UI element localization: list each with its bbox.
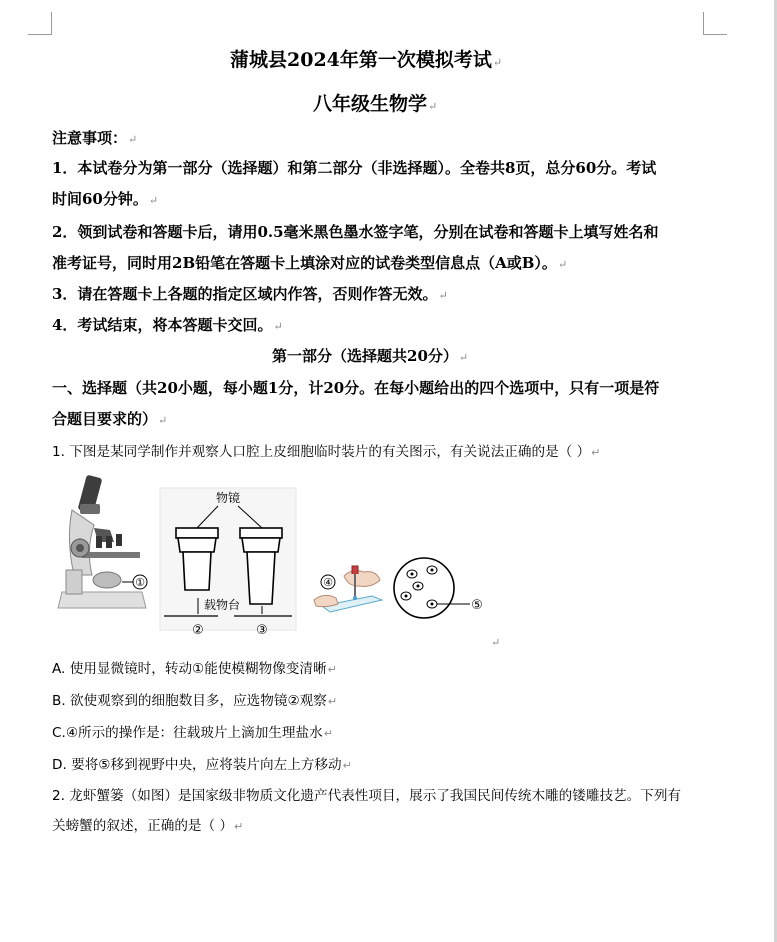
paragraph-mark: ↵ — [273, 320, 283, 333]
question-2-stem-line-1: 2. 龙虾蟹篓（如图）是国家级非物质文化遗产代表性项目，展示了我国民间传统木雕的镂雕技艺。下列有 — [52, 788, 682, 804]
exam-title: 蒲城县2024年第一次模拟考试↵ — [230, 49, 503, 71]
paragraph-mark: ↵ — [234, 820, 244, 833]
question-1-option-b: B. 欲使观察到的细胞数目多，应选物镜②观察↵ — [52, 693, 338, 709]
exam-subtitle: 八年级生物学↵ — [313, 93, 438, 115]
paragraph-mark: ↵ — [458, 351, 469, 364]
notice-item-1-line-1: 1．本试卷分为第一部分（选择题）和第二部分（非选择题）。全卷共8页，总分60分。考试 — [52, 159, 657, 177]
question-1-option-d: D. 要将⑤移到视野中央，应将装片向左上方移动↵ — [52, 757, 352, 773]
paragraph-mark: ↵ — [557, 258, 568, 271]
marker-3: ③ — [256, 623, 268, 638]
marker-5: ⑤ — [471, 598, 483, 613]
notice-item-2-line-1: 2．领到试卷和答题卡后，请用0.5毫米黑色墨水签字笔，分别在试卷和答题卡上填写姓名和 — [52, 223, 659, 241]
paragraph-mark: ↵ — [148, 194, 159, 207]
marker-1: ① — [135, 576, 145, 589]
section-heading-line-1: 一、选择题（共20小题，每小题1分，计20分。在每小题给出的四个选项中，只有一项是符 — [52, 379, 660, 397]
notice-item-2-line-2: 准考证号，同时用2B铅笔在答题卡上填涂对应的试卷类型信息点（A或B）。↵ — [52, 254, 568, 272]
notice-item-3: 3．请在答题卡上各题的指定区域内作答，否则作答无效。↵ — [52, 285, 448, 303]
crop-mark-top-left — [28, 12, 52, 35]
dropper-slide-image — [314, 566, 382, 612]
paragraph-mark: ↵ — [342, 759, 352, 772]
stage-label: 载物台 — [203, 598, 241, 612]
notice-item-4: 4．考试结束，将本答题卡交回。↵ — [52, 316, 283, 334]
paragraph-mark: ↵ — [492, 56, 503, 69]
paragraph-mark: ↵ — [128, 133, 138, 146]
notice-item-1-line-2: 时间60分钟。↵ — [52, 190, 159, 208]
figure-paragraph-mark: ↵ — [491, 636, 501, 649]
marker-4: ④ — [323, 576, 333, 589]
question-1-option-a: A. 使用显微镜时，转动①能使模糊物像变清晰↵ — [52, 661, 337, 677]
objective-label: 物镜 — [215, 491, 241, 505]
field-of-view — [394, 558, 470, 618]
question-1-stem: 1. 下图是某同学制作并观察人口腔上皮细胞临时装片的有关图示，有关说法正确的是（ ）↵ — [52, 444, 601, 460]
question-1-figure — [52, 470, 502, 642]
paragraph-mark: ↵ — [438, 289, 448, 302]
crop-mark-top-right — [703, 12, 727, 35]
question-2-stem-line-2: 关螃蟹的叙述，正确的是（ ）↵ — [52, 818, 244, 834]
paragraph-mark: ↵ — [323, 727, 333, 740]
part1-heading: 第一部分（选择题共20分）↵ — [272, 347, 469, 365]
paragraph-mark: ↵ — [591, 446, 601, 459]
microscope-image — [58, 475, 147, 608]
marker-2: ② — [192, 623, 204, 638]
notice-heading: 注意事项：↵ — [52, 129, 138, 147]
question-1-option-c: C.④所示的操作是：往载玻片上滴加生理盐水↵ — [52, 725, 333, 741]
paragraph-mark: ↵ — [327, 695, 338, 708]
section-heading-line-2: 合题目要求的）↵ — [52, 410, 168, 428]
paragraph-mark: ↵ — [158, 414, 168, 427]
paragraph-mark: ↵ — [428, 100, 438, 113]
paragraph-mark: ↵ — [327, 663, 337, 676]
